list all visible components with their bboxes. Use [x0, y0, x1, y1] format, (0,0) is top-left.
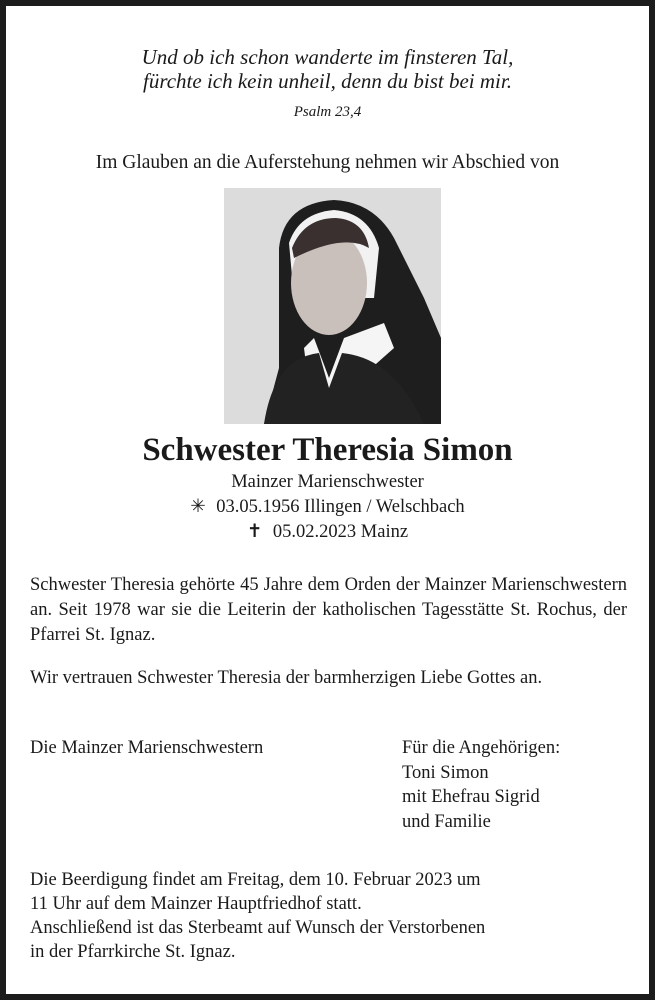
mourners-right	[402, 736, 560, 834]
funeral-line: Die Beerdigung findet am Freitag, dem 10. Februar 2023 um	[30, 870, 481, 890]
funeral-line: Anschließend ist das Sterbeamt auf Wunsch der Verstorbenen	[30, 918, 486, 938]
birth-date: 03.05.1956 Illingen / Welschbach	[216, 497, 465, 517]
quote-source: Psalm 23,4	[293, 104, 362, 120]
mourner-line: Für die Angehörigen:	[402, 738, 561, 758]
funeral-line: 11 Uhr auf dem Mainzer Hauptfriedhof statt.	[30, 894, 362, 914]
birth-line	[0, 495, 655, 520]
death-date: 05.02.2023 Mainz	[272, 522, 409, 542]
death-line	[0, 520, 655, 545]
psalm-quote	[0, 45, 655, 93]
biography-paragraph: Schwester Theresia gehörte 45 Jahre dem Orden der Mainzer Marienschwestern an. Seit 1978 war sie die Leiterin der katholischen Tagesstätte St. Rochus, der Pfarrei St. Ignaz.	[30, 575, 627, 645]
funeral-line: in der Pfarrkirche St. Ignaz.	[30, 942, 236, 962]
quote-line: fürchte ich kein unheil, denn du bist bei mir.	[143, 69, 512, 93]
deceased-name: Schwester Theresia Simon	[142, 432, 513, 468]
intro-text: Im Glauben an die Auferstehung nehmen wir Abschied von	[95, 152, 560, 173]
quote-line: Und ob ich schon wanderte im finsteren Tal,	[141, 45, 514, 69]
death-cross-icon: ✝	[246, 522, 263, 542]
funeral-info	[30, 868, 485, 964]
prayer-paragraph: Wir vertrauen Schwester Theresia der barmherzigen Liebe Gottes an.	[30, 668, 543, 688]
portrait-photo	[224, 188, 441, 424]
birth-star-icon: ✳	[190, 497, 206, 517]
mourner-line: und Familie	[402, 811, 491, 832]
deceased-title: Mainzer Marienschwester	[231, 472, 424, 492]
mourner-line: mit Ehefrau Sigrid	[402, 787, 540, 807]
deceased-details	[0, 470, 655, 545]
mourners-left: Die Mainzer Marienschwestern	[30, 738, 264, 758]
mourner-line: Toni Simon	[402, 762, 489, 783]
